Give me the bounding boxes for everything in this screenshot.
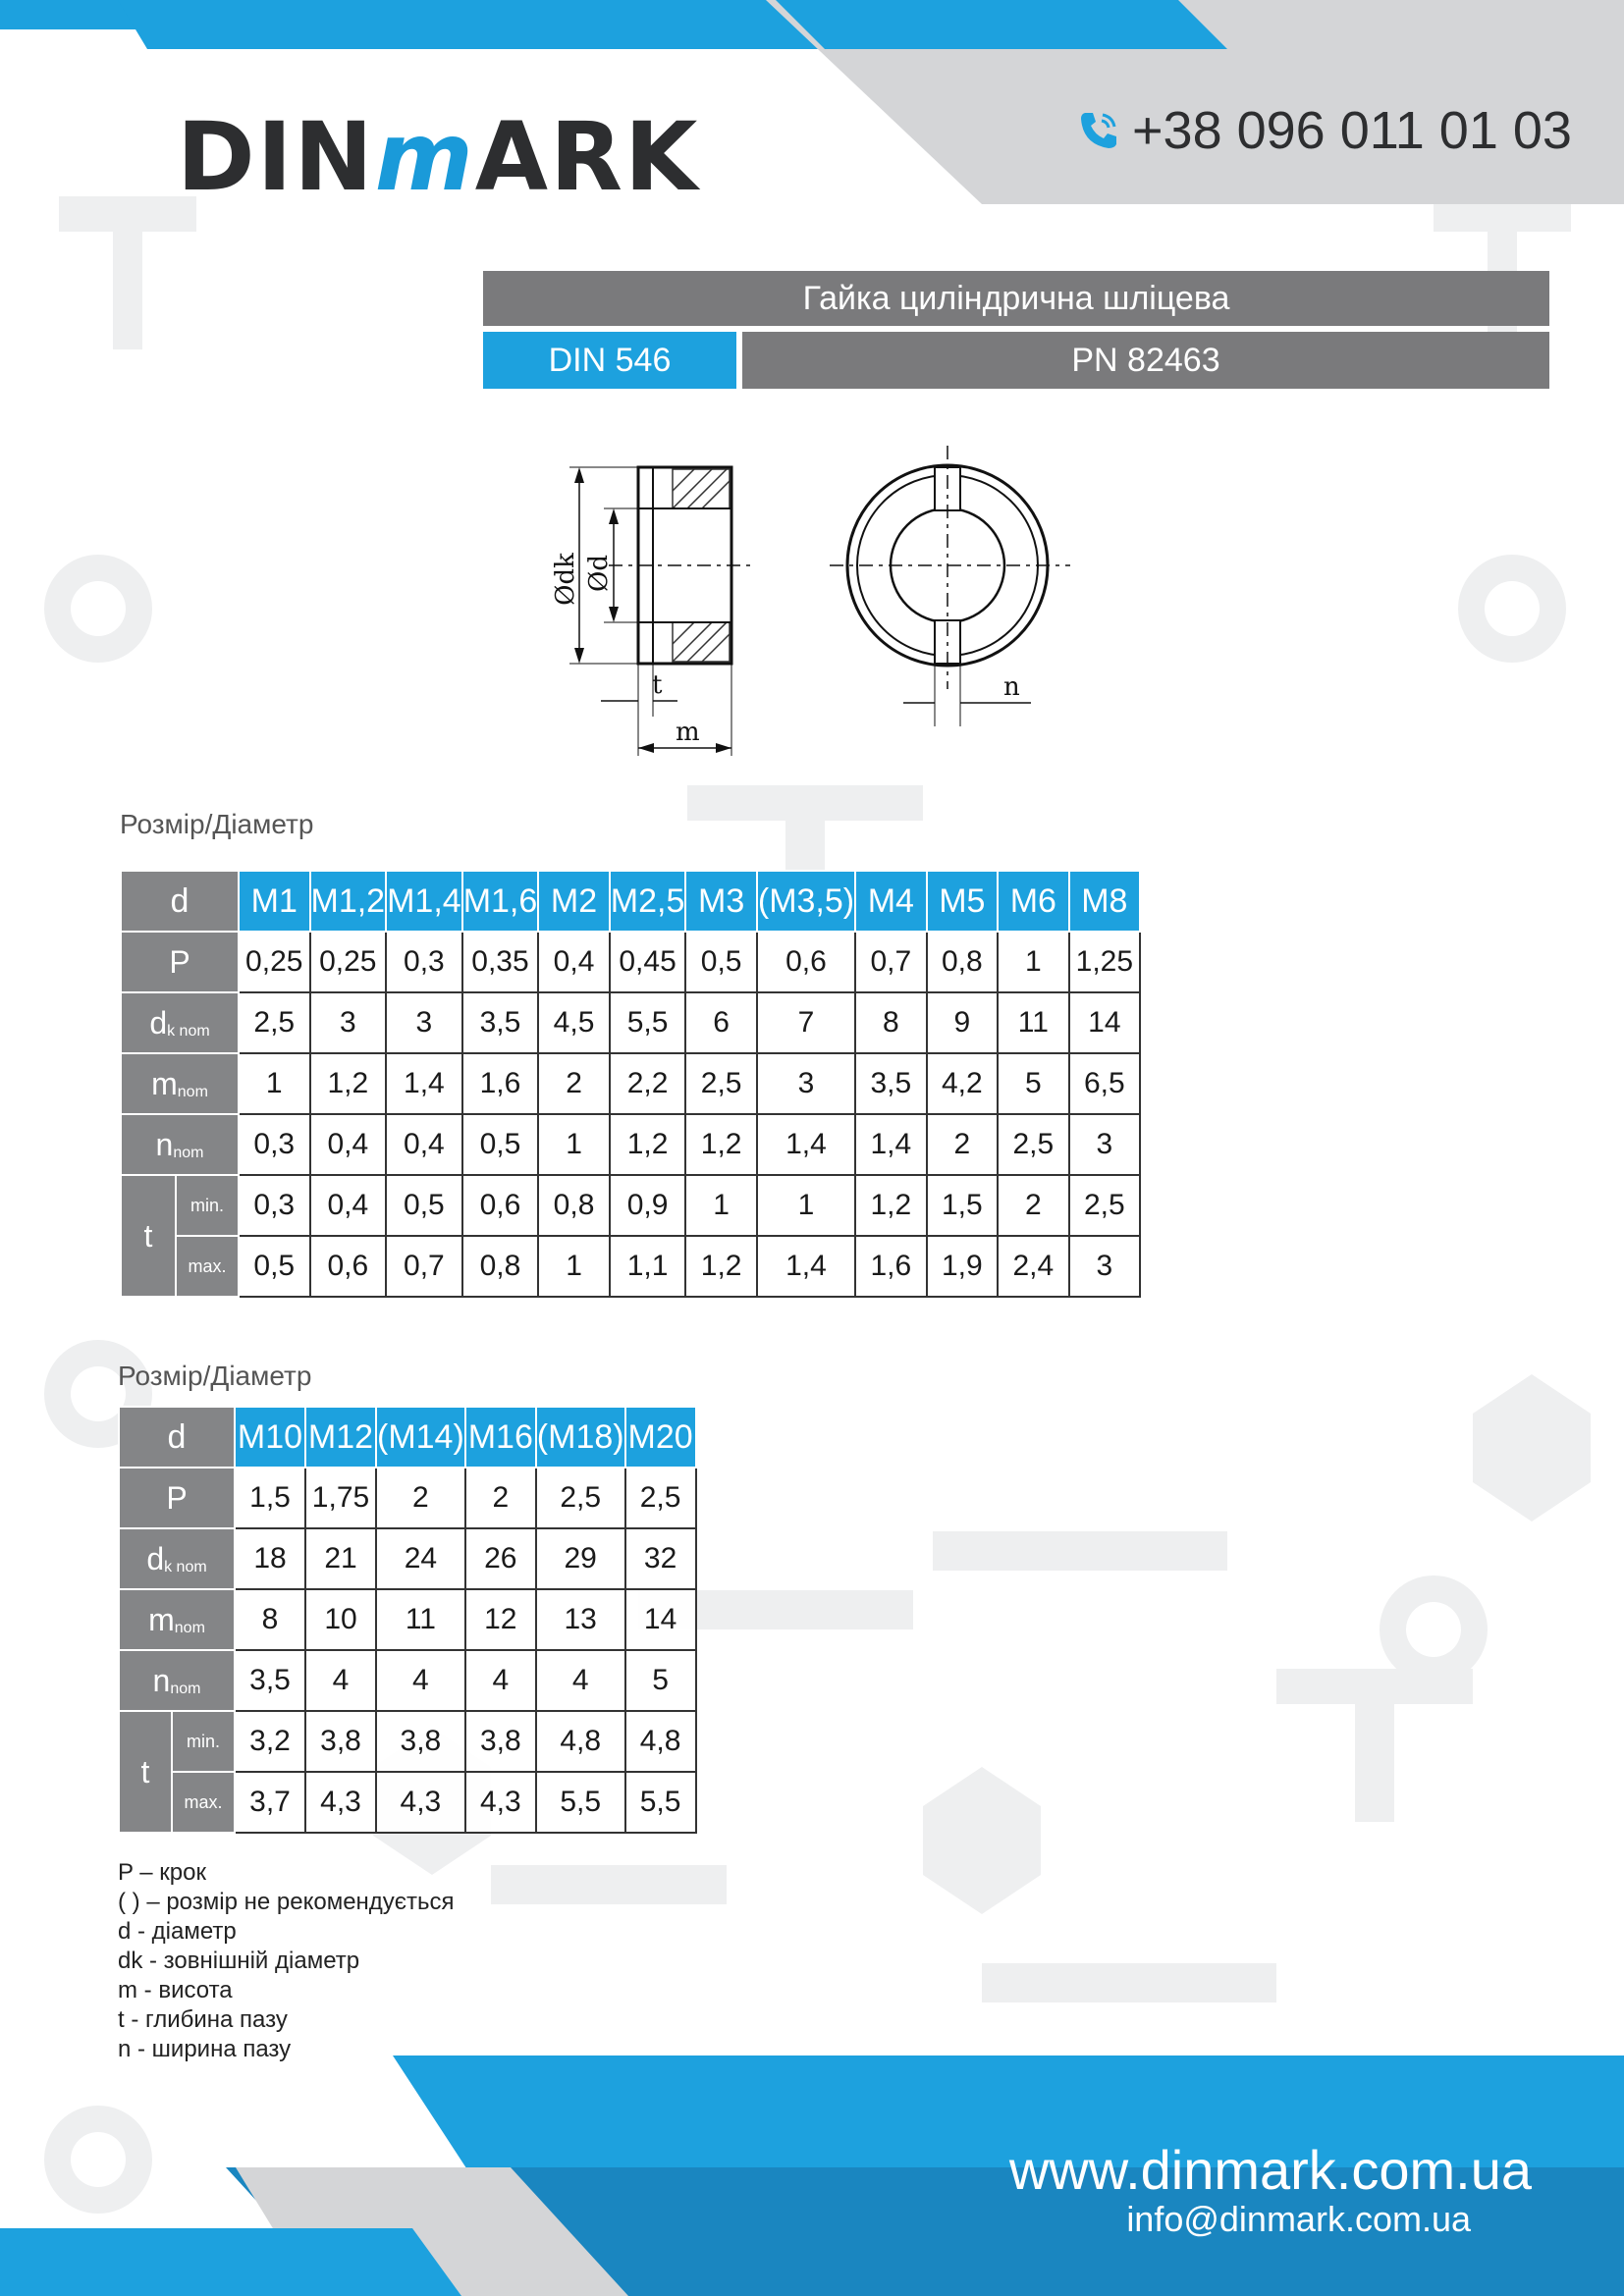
table2-body [119,1407,696,1833]
row-header-subscript: nom [174,1619,205,1636]
table-cell: 2,5 [685,1053,757,1114]
table-row [121,1053,1140,1114]
table-row [121,992,1140,1053]
table-cell: 26 [465,1528,536,1589]
table-cell: 2 [927,1114,999,1175]
table-cell: 0,4 [310,1114,387,1175]
legend-item: d - діаметр [118,1918,237,1945]
size-table-2 [118,1406,697,1834]
table-cell: 4,5 [538,992,610,1053]
row-header [121,1053,239,1114]
size-header: M1,6 [462,871,539,932]
table-cell: 1,2 [310,1053,387,1114]
table-cell: 9 [927,992,999,1053]
size-header: M3 [685,871,757,932]
table-cell: 12 [465,1589,536,1650]
row-header [119,1650,235,1711]
table-cell: 4,3 [376,1772,465,1833]
table-cell: 0,8 [538,1175,610,1236]
table-cell: 14 [625,1589,696,1650]
table-cell: 1,4 [855,1114,927,1175]
size-header: M2 [538,871,610,932]
size-header: M1,2 [310,871,387,932]
dinmark-logo [177,102,700,212]
table-cell: 0,4 [310,1175,387,1236]
table-cell: 3 [386,992,462,1053]
table-cell: 1,5 [927,1175,999,1236]
table-cell: 3,5 [235,1650,305,1711]
table-cell: 1,2 [685,1236,757,1297]
logo-text-right: ARK [474,102,700,212]
table-cell: 0,5 [462,1114,539,1175]
table-cell: 2,5 [998,1114,1069,1175]
table-cell: 3 [310,992,387,1053]
row-header-label: P [169,943,190,980]
table-cell: 1 [239,1053,310,1114]
table-cell: 10 [305,1589,376,1650]
row-header [121,1114,239,1175]
table-row [119,1468,696,1528]
table-cell: 0,3 [239,1114,310,1175]
row-subheader-max: max. [176,1236,239,1297]
table-cell: 2,4 [998,1236,1069,1297]
table-cell: 0,5 [386,1175,462,1236]
size-header: M12 [305,1407,376,1468]
table-cell: 0,4 [386,1114,462,1175]
table1-body [121,871,1140,1297]
dim-label-n: n [1003,672,1020,702]
table-cell: 0,6 [462,1175,539,1236]
dim-label-dk: Ødk [551,553,580,606]
row-header-t: t [121,1175,176,1297]
table-cell: 3,8 [305,1711,376,1772]
phone-icon [1075,107,1122,154]
table-cell: 0,35 [462,932,539,992]
table-cell: 13 [536,1589,625,1650]
table-cell: 7 [757,992,855,1053]
row-subheader-max: max. [172,1772,235,1833]
table-cell: 1 [998,932,1069,992]
row-header-subscript: k nom [164,1558,207,1575]
table-cell: 6 [685,992,757,1053]
table-cell: 29 [536,1528,625,1589]
row-header [119,1528,235,1589]
dim-label-d: Ød [584,555,614,592]
row-header-label: m [148,1601,175,1637]
legend-item: t - глибина пазу [118,2006,288,2033]
table-cell: 3,8 [376,1711,465,1772]
table-cell: 0,5 [685,932,757,992]
table-cell: 14 [1069,992,1141,1053]
product-name-bar [483,271,1549,326]
table-cell: 3 [1069,1114,1141,1175]
size-header: M16 [465,1407,536,1468]
table-cell: 1,9 [927,1236,999,1297]
table2-caption: Розмір/Діаметр [118,1361,312,1391]
table-cell: 8 [235,1589,305,1650]
table-cell: 5 [998,1053,1069,1114]
table-cell: 5 [625,1650,696,1711]
size-header: (M14) [376,1407,465,1468]
table-cell: 0,3 [386,932,462,992]
table-row [119,1589,696,1650]
product-name: Гайка циліндрична шліцева [802,279,1230,317]
table-cell: 3 [1069,1236,1141,1297]
table-cell: 0,3 [239,1175,310,1236]
phone-number: +38 096 011 01 03 [1132,101,1572,160]
table-cell: 1,75 [305,1468,376,1528]
table-cell: 2 [538,1053,610,1114]
table-header-row [119,1407,696,1468]
table-cell: 3,8 [465,1711,536,1772]
table-cell: 2,5 [625,1468,696,1528]
size-header: M1 [239,871,310,932]
row-header [119,1468,235,1528]
table-cell: 2 [998,1175,1069,1236]
table-cell: 4 [536,1650,625,1711]
table-header-row [121,871,1140,932]
size-header: M8 [1069,871,1141,932]
row-subheader-min: min. [172,1711,235,1772]
table-cell: 2 [376,1468,465,1528]
legend [118,1858,455,2064]
din-standard-bar [483,332,736,389]
size-header: M2,5 [610,871,686,932]
table-cell: 0,25 [310,932,387,992]
din-standard: DIN 546 [548,341,672,379]
table-cell: 2,2 [610,1053,686,1114]
table-cell: 24 [376,1528,465,1589]
table1-caption: Розмір/Діаметр [120,809,314,839]
table-row [121,1236,1140,1297]
email-link[interactable]: info@dinmark.com.ua [1126,2199,1471,2239]
size-header: (M3,5) [757,871,855,932]
table-row [121,1175,1140,1236]
table-cell: 21 [305,1528,376,1589]
table-row [121,1114,1140,1175]
table-row [119,1528,696,1589]
row-header [121,992,239,1053]
table-cell: 1,4 [386,1053,462,1114]
table-cell: 2 [465,1468,536,1528]
table-cell: 1,4 [757,1236,855,1297]
table-cell: 0,9 [610,1175,686,1236]
pn-standard: PN 82463 [1071,341,1220,379]
table-cell: 1,5 [235,1468,305,1528]
table-cell: 4,3 [465,1772,536,1833]
pn-standard-bar [742,332,1549,389]
table-cell: 1,2 [855,1175,927,1236]
table-cell: 1 [685,1175,757,1236]
technical-drawing [511,432,1100,766]
logo-text-left: DIN [177,102,375,212]
legend-item: n - ширина пазу [118,2036,292,2062]
table-cell: 1 [757,1175,855,1236]
row-header-subscript: nom [170,1680,201,1697]
table-cell: 1,2 [685,1114,757,1175]
logo-text-mark: m [374,102,475,212]
table-cell: 0,6 [310,1236,387,1297]
dim-label-m: m [676,718,700,747]
legend-item: P – крок [118,1859,206,1886]
legend-item: m - висота [118,1977,233,2003]
column-label-d: d [121,871,239,932]
size-header: M1,4 [386,871,462,932]
table-cell: 3,5 [855,1053,927,1114]
table-cell: 0,7 [855,932,927,992]
table-cell: 1 [538,1236,610,1297]
row-header [121,932,239,992]
table-cell: 0,8 [927,932,999,992]
column-label-d: d [119,1407,235,1468]
table-cell: 1 [538,1114,610,1175]
table-cell: 8 [855,992,927,1053]
row-header-label: d [146,1540,165,1576]
table-cell: 4 [305,1650,376,1711]
table-cell: 5,5 [625,1772,696,1833]
row-header-label: n [152,1662,171,1698]
table-cell: 0,8 [462,1236,539,1297]
row-header-subscript: nom [177,1083,208,1100]
table-cell: 1,25 [1069,932,1141,992]
table-row [119,1711,696,1772]
size-header: M20 [625,1407,696,1468]
row-subheader-min: min. [176,1175,239,1236]
size-header: M4 [855,871,927,932]
table-cell: 3,7 [235,1772,305,1833]
row-header-label: P [166,1479,188,1516]
row-header-subscript: nom [173,1144,204,1161]
table-cell: 3,2 [235,1711,305,1772]
size-header: M5 [927,871,999,932]
table-cell: 2,5 [1069,1175,1141,1236]
row-header-label: m [151,1065,178,1101]
table-cell: 3,5 [462,992,539,1053]
table-cell: 4 [376,1650,465,1711]
table-cell: 0,5 [239,1236,310,1297]
size-header: M10 [235,1407,305,1468]
table-cell: 2,5 [536,1468,625,1528]
row-header [119,1589,235,1650]
row-header-t: t [119,1711,172,1833]
dim-label-t: t [652,670,663,700]
table-cell: 6,5 [1069,1053,1141,1114]
table-cell: 1,6 [462,1053,539,1114]
website-link[interactable]: www.dinmark.com.ua [1008,2139,1532,2201]
size-header: (M18) [536,1407,625,1468]
table-cell: 4,8 [625,1711,696,1772]
table-cell: 0,45 [610,932,686,992]
legend-item: dk - зовнішній діаметр [118,1948,360,1974]
row-header-subscript: k nom [167,1022,210,1040]
phone-contact[interactable] [1075,100,1572,161]
row-header-label: n [155,1126,174,1162]
table-row [119,1772,696,1833]
table-cell: 1,2 [610,1114,686,1175]
table-cell: 4,8 [536,1711,625,1772]
table-cell: 2,5 [239,992,310,1053]
table-row [121,932,1140,992]
table-cell: 3 [757,1053,855,1114]
table-row [119,1650,696,1711]
table-cell: 11 [376,1589,465,1650]
table-cell: 5,5 [536,1772,625,1833]
table-cell: 0,25 [239,932,310,992]
table-cell: 4,2 [927,1053,999,1114]
legend-item: ( ) – розмір не рекомендується [118,1889,455,1915]
table-cell: 4 [465,1650,536,1711]
table-cell: 0,7 [386,1236,462,1297]
table-cell: 0,6 [757,932,855,992]
table-cell: 0,4 [538,932,610,992]
table-cell: 4,3 [305,1772,376,1833]
size-table-1 [120,870,1141,1298]
table-cell: 1,1 [610,1236,686,1297]
size-header: M6 [998,871,1069,932]
table-cell: 1,6 [855,1236,927,1297]
row-header-label: d [149,1004,168,1041]
table-cell: 32 [625,1528,696,1589]
table-cell: 1,4 [757,1114,855,1175]
table-cell: 5,5 [610,992,686,1053]
table-cell: 18 [235,1528,305,1589]
table-cell: 11 [998,992,1069,1053]
